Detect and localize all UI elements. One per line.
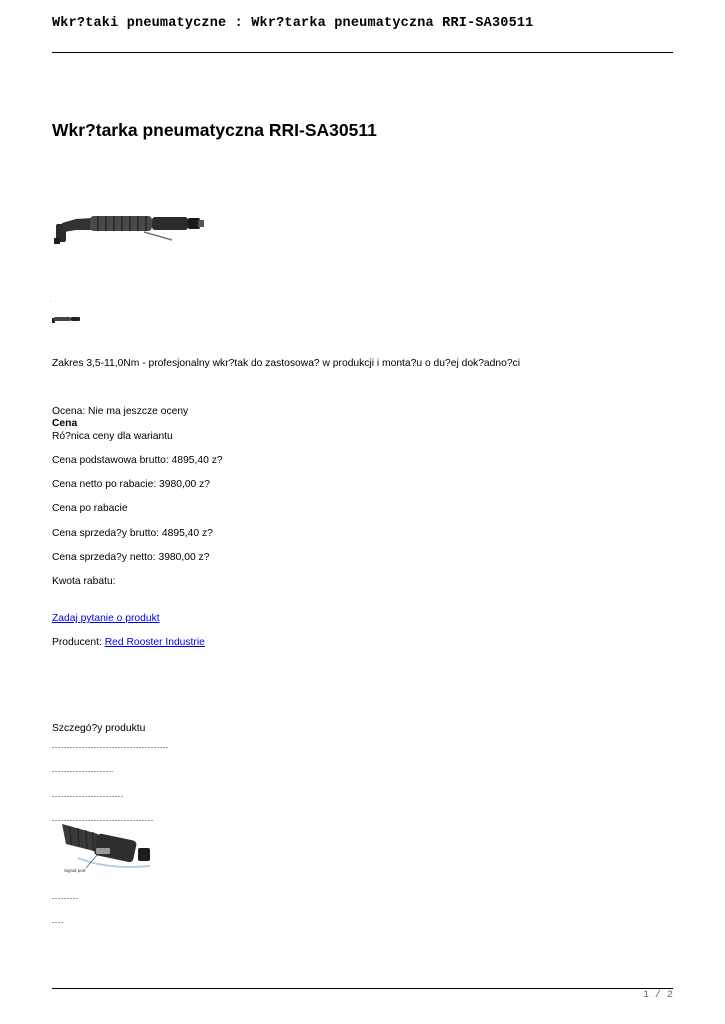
running-header: Wkr?taki pneumatyczne : Wkr?tarka pneumatyczna RRI-SA30511: [52, 16, 534, 31]
details-faint-line-6: [52, 922, 63, 923]
base-gross-price: Cena podstawowa brutto: 4895,40 z?: [52, 455, 223, 466]
tool-motor-housing: [152, 217, 188, 230]
product-main-image[interactable]: [52, 206, 210, 246]
sale-net-price: Cena sprzeda?y netto: 3980,00 z?: [52, 552, 210, 563]
net-price-after-discount: Cena netto po rabacie: 3980,00 z?: [52, 479, 211, 490]
thumb-body: [54, 317, 71, 321]
tool-bit: [54, 238, 60, 244]
variant-price-difference: Ró?nica ceny dla wariantu: [52, 431, 173, 442]
price-after-discount: Cena po rabacie: [52, 503, 128, 514]
details-heading: Szczegó?y produktu: [52, 723, 146, 734]
detail-motor-housing: [93, 833, 137, 863]
tool-inlet-cap: [198, 220, 204, 227]
tool-neck: [62, 218, 92, 232]
footer-rule: [52, 988, 673, 989]
details-faint-line-5: [52, 898, 78, 899]
header-rule: [52, 52, 673, 53]
sale-gross-price: Cena sprzeda?y brutto: 4895,40 z?: [52, 528, 213, 539]
image-marker: .: [50, 298, 52, 304]
details-faint-line-3: [52, 796, 124, 797]
tool-lever: [144, 232, 172, 240]
producer-link[interactable]: Red Rooster Industrie: [104, 637, 205, 648]
discount-amount: Kwota rabatu:: [52, 576, 116, 587]
product-description: Zakres 3,5-11,0Nm - profesjonalny wkr?tak do zastosowa? w produkcji i monta?u o du?ej dok?adno?ci: [52, 358, 520, 369]
product-title: Wkr?tarka pneumatyczna RRI-SA30511: [52, 120, 377, 140]
product-thumbnail[interactable]: [52, 315, 80, 323]
signal-port-callout: Signal port: [64, 868, 86, 873]
detail-air-inlet: [138, 848, 150, 861]
page-indicator: 1 / 2: [642, 990, 673, 1001]
rating-text: Ocena: Nie ma jeszcze oceny: [52, 406, 189, 417]
thumb-motor: [71, 317, 80, 321]
price-heading: Cena: [52, 418, 78, 429]
producer-row: [52, 637, 205, 649]
ask-question-link[interactable]: Zadaj pytanie o produkt: [52, 613, 160, 624]
details-faint-line-1: [52, 747, 169, 748]
ask-question-row: [52, 613, 160, 625]
details-faint-line-2: [52, 771, 113, 772]
tool-grip: [90, 216, 152, 231]
detail-signal-port: [96, 848, 110, 854]
producer-label: Producent:: [52, 637, 102, 648]
